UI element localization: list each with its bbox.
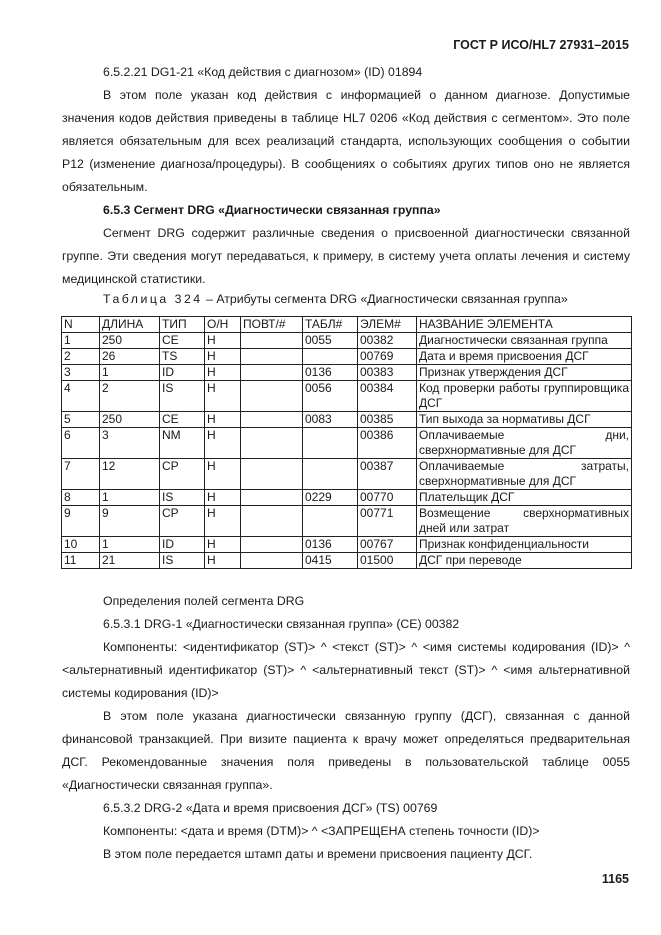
table-cell: 0083 — [303, 412, 358, 428]
table-cell — [241, 428, 303, 459]
table-cell: 00387 — [358, 459, 417, 490]
section-heading-drg-1: 6.5.3.1 DRG-1 «Диагностически связанная группа» (CE) 00382 — [103, 617, 460, 631]
table-cell: NM — [160, 428, 205, 459]
table-cell: 0136 — [303, 365, 358, 381]
table-cell: 250 — [100, 333, 160, 349]
table-cell: 00770 — [358, 490, 417, 506]
table-cell: H — [205, 333, 241, 349]
table-cell — [241, 349, 303, 365]
table-cell: 4 — [62, 381, 100, 412]
paragraph-field-definitions: Определения полей сегмента DRG — [103, 594, 305, 608]
header-cell: ПОВТ/# — [241, 317, 303, 333]
table-row — [62, 365, 632, 381]
table-cell: 1 — [100, 365, 160, 381]
table-row — [62, 333, 632, 349]
table-row — [62, 506, 632, 537]
table-cell: 250 — [100, 412, 160, 428]
document-header: ГОСТ Р ИСО/HL7 27931–2015 — [453, 38, 629, 52]
table-cell: Плательщик ДСГ — [417, 490, 632, 506]
table-cell — [241, 412, 303, 428]
table-row — [62, 381, 632, 412]
table-cell: H — [205, 553, 241, 569]
page-number: 1165 — [601, 872, 629, 886]
table-cell: Признак утверждения ДСГ — [417, 365, 632, 381]
section-heading-dg1-21: 6.5.2.21 DG1-21 «Код действия с диагнозом» (ID) 01894 — [103, 65, 423, 79]
header-cell: ТИП — [160, 317, 205, 333]
table-cell: Диагностически связанная группа — [417, 333, 632, 349]
table-cell: H — [205, 459, 241, 490]
table-row — [62, 349, 632, 365]
paragraph-drg-2-description: В этом поле передается штамп даты и времени присвоения пациенту ДСГ. — [103, 847, 533, 861]
table-cell: 9 — [62, 506, 100, 537]
table-cell: 0136 — [303, 537, 358, 553]
section-heading-drg-2: 6.5.3.2 DRG-2 «Дата и время присвоения ДСГ» (TS) 00769 — [103, 801, 438, 815]
table-cell: H — [205, 349, 241, 365]
table-row — [62, 537, 632, 553]
paragraph-dg1-21-description: В этом поле указан код действия с информацией о данном диагнозе. Допустимые значения кодов действия приведены в таблице HL7 0206 «Код действия с сегментом». Это поле является обязательным для всех реализаций стандарта, использующих сообщения о событии P12 (изменение диагноза/процедуры). В сообщениях о событиях других типов оно не является обязательным. — [62, 88, 630, 194]
table-cell: 00385 — [358, 412, 417, 428]
paragraph-drg-description: Сегмент DRG содержит различные сведения о присвоенной диагностически связанной группе. Эти сведения могут передаваться, к примеру, в систему учета оплаты лечения и систему медицинской статистики. — [62, 226, 630, 286]
table-caption-label: Таблица 324 — [103, 292, 203, 306]
header-cell: N — [62, 317, 100, 333]
table-cell: ID — [160, 537, 205, 553]
table-cell: 00384 — [358, 381, 417, 412]
table-cell: 10 — [62, 537, 100, 553]
paragraph-drg-2-components: Компоненты: <дата и время (DTM)> ^ <ЗАПРЕЩЕНА степень точности (ID)> — [103, 824, 540, 838]
table-cell: 2 — [100, 381, 160, 412]
header-cell: ТАБЛ# — [303, 317, 358, 333]
table-cell: IS — [160, 490, 205, 506]
table-cell: 0415 — [303, 553, 358, 569]
table-cell: 0056 — [303, 381, 358, 412]
header-cell: НАЗВАНИЕ ЭЛЕМЕНТА — [417, 317, 632, 333]
table-row — [62, 553, 632, 569]
table-cell: Дата и время присвоения ДСГ — [417, 349, 632, 365]
table-cell: 01500 — [358, 553, 417, 569]
table-cell: 9 — [100, 506, 160, 537]
table-row — [62, 412, 632, 428]
table-cell — [241, 365, 303, 381]
table-cell: IS — [160, 381, 205, 412]
table-cell: H — [205, 381, 241, 412]
table-cell: 21 — [100, 553, 160, 569]
table-cell: H — [205, 537, 241, 553]
table-cell: 3 — [100, 428, 160, 459]
table-cell: 3 — [62, 365, 100, 381]
header-cell: ЭЛЕМ# — [358, 317, 417, 333]
table-cell: Признак конфиденциальности — [417, 537, 632, 553]
table-cell: 00771 — [358, 506, 417, 537]
table-cell — [303, 349, 358, 365]
table-cell: H — [205, 506, 241, 537]
table-row — [62, 459, 632, 490]
table-row — [62, 428, 632, 459]
table-cell — [303, 506, 358, 537]
table-caption-text: – Атрибуты сегмента DRG «Диагностически связанная группа» — [202, 292, 568, 306]
table-cell: 0229 — [303, 490, 358, 506]
table-cell: TS — [160, 349, 205, 365]
table-cell — [241, 490, 303, 506]
header-cell: ДЛИНА — [100, 317, 160, 333]
table-cell: Оплачиваемые затраты, сверхнормативные для ДСГ — [417, 459, 632, 490]
drg-attributes-table — [61, 316, 632, 569]
table-cell — [241, 506, 303, 537]
table-cell: IS — [160, 553, 205, 569]
table-cell: Оплачиваемые дни, сверхнормативные для ДСГ — [417, 428, 632, 459]
paragraph-drg-1-description: В этом поле указана диагностически связанную группу (ДСГ), связанная с данной финансовой транзакцией. При визите пациента к врачу может определяться предварительная ДСГ. Рекомендованные значения поля приведены в пользовательской таблице 0055 «Диагностически связанная группа». — [62, 709, 630, 792]
table-cell: 00382 — [358, 333, 417, 349]
table-cell: 00769 — [358, 349, 417, 365]
table-caption — [103, 292, 568, 306]
table-cell: H — [205, 412, 241, 428]
table-cell: 11 — [62, 553, 100, 569]
table-cell: CP — [160, 506, 205, 537]
section-heading-drg-segment: 6.5.3 Сегмент DRG «Диагностически связанная группа» — [103, 203, 441, 217]
table-cell — [241, 553, 303, 569]
table-cell: 0055 — [303, 333, 358, 349]
table-cell: Код проверки работы группировщика ДСГ — [417, 381, 632, 412]
table-row — [62, 490, 632, 506]
table-cell — [241, 537, 303, 553]
table-cell — [303, 428, 358, 459]
table-cell: 5 — [62, 412, 100, 428]
table-cell: CE — [160, 333, 205, 349]
table-cell: H — [205, 365, 241, 381]
table-cell: ДСГ при переводе — [417, 553, 632, 569]
table-cell: Возмещение сверхнормативных дней или затрат — [417, 506, 632, 537]
table-cell — [303, 459, 358, 490]
table-cell: 00386 — [358, 428, 417, 459]
table-cell — [241, 333, 303, 349]
table-cell: 2 — [62, 349, 100, 365]
table-cell: 8 — [62, 490, 100, 506]
table-cell: 12 — [100, 459, 160, 490]
table-cell: 00767 — [358, 537, 417, 553]
table-cell: 1 — [62, 333, 100, 349]
table-cell: 1 — [100, 537, 160, 553]
table-cell: CP — [160, 459, 205, 490]
table-cell: 1 — [100, 490, 160, 506]
table-cell: Тип выхода за нормативы ДСГ — [417, 412, 632, 428]
paragraph-drg-1-components: Компоненты: <идентификатор (ST)> ^ <текст (ST)> ^ <имя системы кодирования (ID)> ^ <альтернативный идентификатор (ST)> ^ <альтернативный текст (ST)> ^ <имя альтернативной системы кодирования (ID)> — [62, 640, 630, 700]
table-cell: ID — [160, 365, 205, 381]
table-cell: H — [205, 490, 241, 506]
table-cell: 26 — [100, 349, 160, 365]
header-cell: О/Н — [205, 317, 241, 333]
table-cell: 00383 — [358, 365, 417, 381]
table-header-row — [62, 317, 632, 333]
table-cell: 7 — [62, 459, 100, 490]
table-cell: H — [205, 428, 241, 459]
table-cell — [241, 381, 303, 412]
table-cell: 6 — [62, 428, 100, 459]
table-cell — [241, 459, 303, 490]
table-cell: CE — [160, 412, 205, 428]
